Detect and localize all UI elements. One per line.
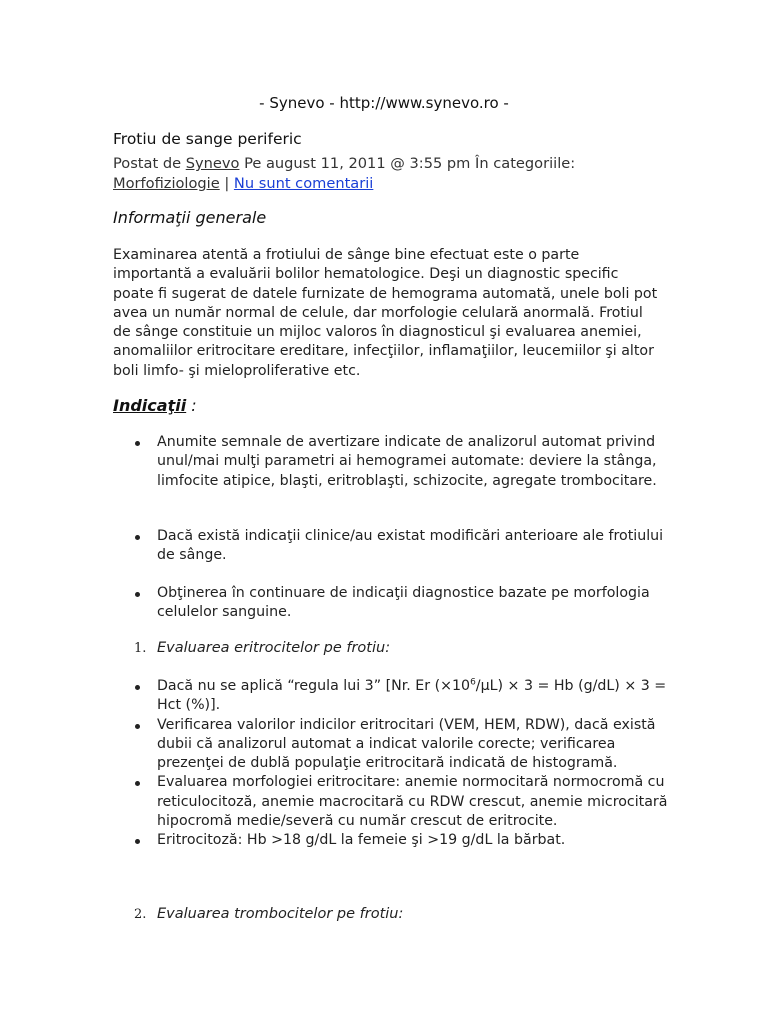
indications-list-2 bbox=[134, 527, 674, 566]
general-heading: Informaţii generale bbox=[113, 208, 267, 227]
post-title: Frotiu de sange periferic bbox=[113, 130, 302, 148]
meta-separator: | bbox=[219, 175, 234, 192]
list-item: Eritrocitoză: Hb >18 g/dL la femeie şi >19 g/dL la bărbat. bbox=[134, 831, 674, 850]
indications-list-3 bbox=[134, 584, 674, 623]
rule-superscript: 6 bbox=[470, 677, 476, 688]
erythro-number: 1. bbox=[134, 641, 147, 656]
list-item: Evaluarea morfologiei eritrocitare: anemie normocitară normocromă cu reticulocitoză, anemie macrocitară cu RDW crescut, anemie microcitară hipocromă medie/severă cu număr crescut de eritrocite. bbox=[134, 773, 674, 831]
list-item: Obţinerea în continuare de indicaţii diagnostice bazate pe morfologia celulelor sanguine. bbox=[134, 584, 674, 623]
thrombo-title: Evaluarea trombocitelor pe frotiu: bbox=[157, 906, 404, 922]
thrombo-heading bbox=[134, 906, 403, 922]
post-meta bbox=[113, 154, 673, 194]
list-item: Verificarea valorilor indicilor eritrocitari (VEM, HEM, RDW), dacă există dubii că analizorul automat a indicat valorile corecte; verificarea prezenţei de dublă populaţie eritrocitară indicată de histogramă. bbox=[134, 716, 674, 774]
indications-list-1 bbox=[134, 433, 674, 491]
thrombo-number: 2. bbox=[134, 907, 147, 922]
meta-middle: Pe august 11, 2011 @ 3:55 pm În categoriile: bbox=[239, 155, 576, 172]
erythro-heading bbox=[134, 640, 390, 656]
indications-colon: : bbox=[186, 396, 197, 415]
list-item: Dacă există indicaţii clinice/au existat modificări anterioare ale frotiului de sânge. bbox=[134, 527, 674, 566]
rule-text-b: /µL) × 3 = Hb (g/dL) × 3 = Hct (%)]. bbox=[157, 678, 667, 714]
site-header: - Synevo - http://www.synevo.ro - bbox=[259, 94, 509, 112]
category-link[interactable]: Morfofiziologie bbox=[113, 175, 220, 192]
rule-text-a: Dacă nu se aplică “regula lui 3” [Nr. Er (×10 bbox=[157, 678, 471, 694]
general-paragraph: Examinarea atentă a frotiului de sânge bine efectuat este o parte importantă a evaluării bolilor hematologice. Deşi un diagnostic specific poate fi sugerat de datele furnizate de hemograma automată, unele boli pot avea un număr normal de celule, dar morfologie celulară anormală. Frotiul de sânge constituie un mijloc valoros în diagnosticul şi evaluarea anemiei, anomaliilor eritrocitare ereditare, infecţiilor, inflamaţiilor, leucemiilor şi altor boli limfo- şi mieloproliferative etc. bbox=[113, 247, 658, 379]
erythro-title: Evaluarea eritrocitelor pe frotiu: bbox=[157, 640, 391, 656]
meta-prefix: Postat de bbox=[113, 155, 186, 172]
indications-heading bbox=[113, 396, 197, 415]
erythro-list bbox=[134, 677, 674, 851]
indications-heading-text: Indicaţii bbox=[113, 396, 187, 415]
author-link[interactable]: Synevo bbox=[185, 155, 240, 172]
list-item: Anumite semnale de avertizare indicate de analizorul automat privind unul/mai mulţi parametri ai hemogramei automate: deviere la stânga, limfocite atipice, blaşti, eritroblaşti, schizocite, agregate trombocitare. bbox=[134, 433, 674, 491]
comments-link[interactable]: Nu sunt comentarii bbox=[233, 175, 374, 192]
list-item bbox=[134, 677, 674, 716]
